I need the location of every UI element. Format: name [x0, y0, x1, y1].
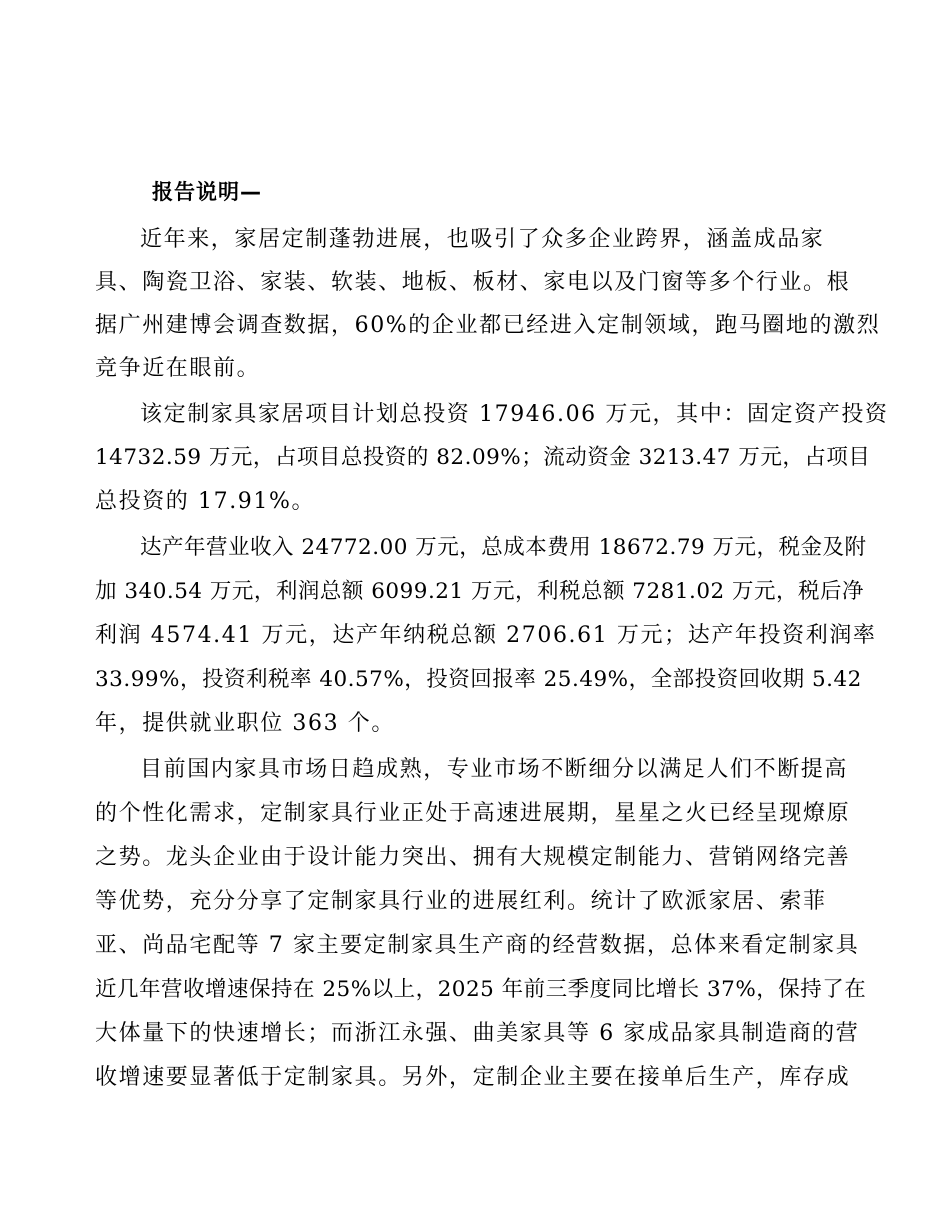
paragraph-line: 具、陶瓷卫浴、家装、软装、地板、板材、家电以及门窗等多个行业。根 — [95, 270, 851, 295]
paragraph-line: 亚、尚品宅配等 7 家主要定制家具生产商的经营数据，总体来看定制家具 — [95, 933, 860, 958]
paragraph-line: 近几年营收增速保持在 25%以上，2025 年前三季度同比增长 37%，保持了在 — [95, 977, 867, 1002]
paragraph-line: 近年来，家居定制蓬勃进展，也吸引了众多企业跨界，涵盖成品家 — [140, 227, 825, 252]
paragraph-line: 的个性化需求，定制家具行业正处于高速进展期，星星之火已经呈现燎原 — [95, 801, 851, 826]
paragraph-line: 目前国内家具市场日趋成熟，专业市场不断细分以满足人们不断提高 — [140, 757, 849, 782]
paragraph-line: 总投资的 17.91%。 — [95, 489, 316, 514]
paragraph-line: 达产年营业收入 24772.00 万元，总成本费用 18672.79 万元，税金及附 — [140, 535, 867, 560]
paragraph-line: 收增速要显著低于定制家具。另外，定制企业主要在接单后生产，库存成 — [95, 1065, 851, 1090]
paragraph-line: 等优势，充分分享了定制家具行业的进展红利。统计了欧派家居、索菲 — [95, 889, 827, 914]
paragraph-line: 大体量下的快速增长；而浙江永强、曲美家具等 6 家成品家具制造商的营 — [95, 1021, 860, 1046]
paragraph-line: 之势。龙头企业由于设计能力突出、拥有大规模定制能力、营销网络完善 — [95, 845, 851, 870]
report-heading: 报告说明— — [152, 180, 262, 204]
paragraph-line: 年，提供就业职位 363 个。 — [95, 711, 395, 736]
paragraph-line: 14732.59 万元，占项目总投资的 82.09%；流动资金 3213.47 万元，占项目 — [95, 445, 871, 470]
paragraph-line: 竞争近在眼前。 — [95, 356, 261, 381]
paragraph-line: 加 340.54 万元，利润总额 6099.21 万元，利税总额 7281.02 万元，税后净 — [95, 579, 865, 604]
paragraph-line: 据广州建博会调查数据，60%的企业都已经进入定制领域，跑马圈地的激烈 — [95, 313, 881, 338]
paragraph-line: 利润 4574.41 万元，达产年纳税总额 2706.61 万元；达产年投资利润率 — [95, 623, 877, 648]
paragraph-line: 该定制家具家居项目计划总投资 17946.06 万元，其中：固定资产投资 — [140, 402, 889, 427]
paragraph-line: 33.99%，投资利税率 40.57%，投资回报率 25.49%，全部投资回收期 5.42 — [95, 667, 862, 692]
